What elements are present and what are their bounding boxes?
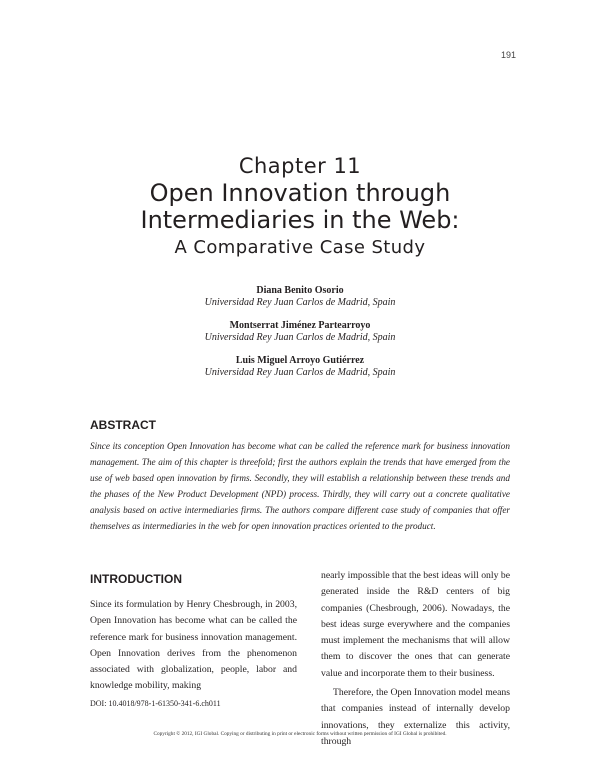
author-name: Diana Benito Osorio — [256, 285, 344, 296]
doi: DOI: 10.4018/978-1-61350-341-6.ch011 — [90, 699, 221, 708]
chapter-subtitle: A Comparative Case Study — [174, 237, 426, 258]
page-number: 191 — [500, 50, 516, 60]
author-affiliation: Universidad Rey Juan Carlos de Madrid, Spain — [204, 367, 396, 378]
intro-paragraph: Therefore, the Open Innovation model means that companies instead of internally develop innovations, they externalize this activity, through — [321, 687, 510, 747]
author-block — [0, 320, 600, 344]
copyright-notice: Copyright © 2012, IGI Global. Copying or distributing in print or electronic forms without written permission of IGI Global is prohibited. — [153, 731, 447, 737]
abstract-text: Since its conception Open Innovation has become what can be called the reference mark for business innovation management. The aim of this chapter is threefold; first the authors explain the trends that have emerged from the use of web based open innovation by firms. Secondly, they will establish a relationship between these trends and the phases of the New Product Development (NPD) process. Thirdly, they will carry out a concrete qualitative analysis based on active intermediaries firms. The authors compare different case study of companies that offer themselves as intermediaries in the web for open innovation practices oriented to the product. — [90, 441, 510, 531]
intro-paragraph: nearly impossible that the best ideas will only be generated inside the R&D centers of big companies (Chesbrough, 2006). Nowadays, the best ideas surge everywhere and the companies must implement the mechanisms that will allow them to discover the ones that can generate value and incorporate them to their business. — [321, 570, 510, 679]
author-affiliation: Universidad Rey Juan Carlos de Madrid, Spain — [204, 297, 396, 308]
chapter-title-line-2: Intermediaries in the Web: — [140, 206, 460, 234]
author-affiliation: Universidad Rey Juan Carlos de Madrid, Spain — [204, 332, 396, 343]
abstract-heading: ABSTRACT — [90, 418, 156, 432]
author-block — [0, 355, 600, 379]
author-name: Luis Miguel Arroyo Gutiérrez — [235, 355, 365, 366]
right-column — [321, 568, 510, 750]
author-name: Montserrat Jiménez Partearroyo — [229, 320, 371, 331]
chapter-title-line-1: Open Innovation through — [149, 179, 451, 207]
chapter-label: Chapter 11 — [238, 154, 362, 178]
chapter-title — [0, 180, 600, 234]
author-block — [0, 285, 600, 309]
intro-paragraph: Since its formulation by Henry Chesbrough, in 2003, Open Innovation has become what can be called the reference mark for business innovation management. Open Innovation derives from the phenomenon associated with globalization, people, labor and knowledge mobility, making — [90, 599, 297, 692]
introduction-heading: INTRODUCTION — [90, 572, 182, 586]
left-column — [90, 597, 297, 695]
